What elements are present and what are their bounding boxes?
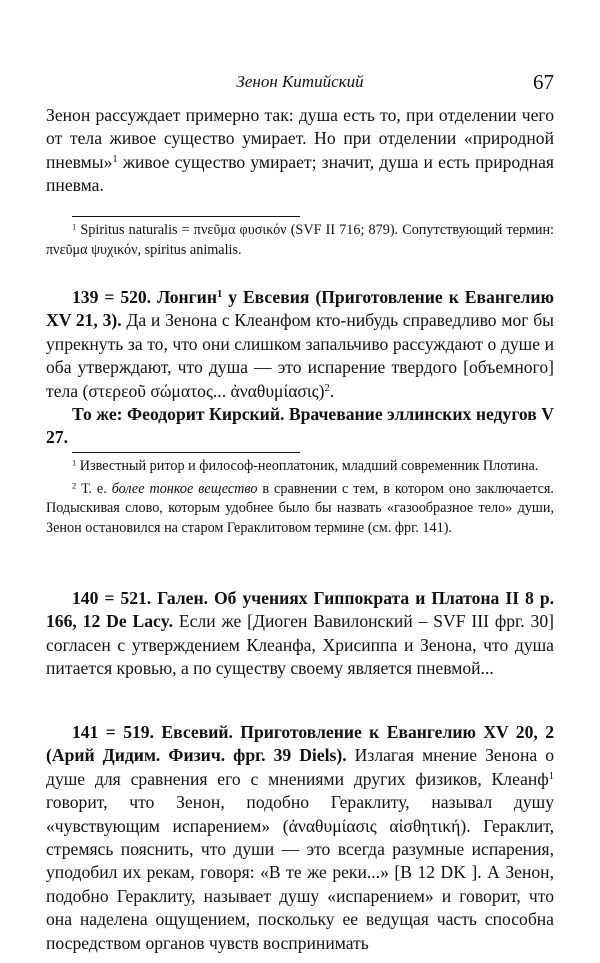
footnote-rule	[72, 216, 300, 217]
footnote-text: Известный ритор и философ-неоплатоник, младший современник Плотина.	[76, 458, 539, 474]
fragment-141: 141 = 519. Евсевий. Приготовление к Евангелию XV 20, 2 (Арий Дидим. Физич. фрг. 39 Diels). Излагая мнение Зенона о душе для сравнения его с мнениями других физиков, Клеанф$^1$ говорит, что Зенон, подобно Гераклиту, называл душу «чувствующим испарением» (ἀναθυμίασις αἰσθητική). Гераклит, стремясь пояснить, что души — это всегда разумные испарения, уподобил их рекам, говоря: «В те же реки...» [B 12 DK ]. А Зенон, подобно Гераклиту, называет душу «испарением» и говорит, что она наделена ощущением, поскольку ее ведущая часть способна посредством органов чувств воспринимать	[46, 722, 555, 953]
footnotes-block-1	[46, 216, 554, 260]
intro-text: Зенон рассуждает примерно так: душа есть то, при отделении чего от тела живое существо умирает. Но при отделении «природной пневмы»	[46, 105, 554, 172]
fragment-139: 139 = 520. Лонгин$^1$ у Евсевия (Приготовление к Евангелию XV 21, 3). Да и Зенона с Клеанфом кто-нибудь справедливо мог бы упрекнуть за то, что они слишком запальчиво рассуждают о душе и оба утверждают, что душа — это испарение твердого [объемного] тела (στερεοῦ σώματος... ἀναθυμίασις)$^2$. То же: Феодорит Кирский. Врачевание эллинских недугов V 27.	[46, 287, 554, 448]
fragment-140	[46, 587, 554, 681]
page-number: 67	[533, 70, 554, 94]
running-header	[46, 70, 554, 94]
footnote-italic: более тонкое вещество	[111, 480, 258, 497]
running-title: Зенон Китийский	[236, 72, 364, 91]
fragment-text: Если же [Диоген Вавилонский – SVF III фрг. 30] согласен с утверждением Клеанфа, Хрисиппа и Зенона, что душа питается кровью, а по существу своему является пневмой...	[46, 611, 554, 679]
footnote-ref: 1	[112, 154, 118, 166]
fragment-text: Излагая мнение Зенона о душе для сравнения его с мнениями других физиков, Клеанф	[46, 745, 555, 789]
footnotes-block-2	[46, 452, 554, 538]
fragment-heading: 139 = 520. Лонгин$^1$ у Евсевия (Приготовление к Евангелию XV 21, 3).	[46, 287, 554, 331]
footnote-ref: 1	[548, 771, 554, 783]
intro-paragraph	[46, 104, 554, 198]
footnote-mark: 1	[72, 457, 77, 468]
fragment-heading: 140 = 521. Гален. Об учениях Гиппократа и Платона II 8 p. 166, 12 De Lacy.	[46, 588, 554, 632]
footnote-mark: 2	[72, 479, 77, 490]
footnote	[46, 221, 554, 260]
fragment-heading: 141 = 519. Евсевий. Приготовление к Евангелию XV 20, 2 (Арий Дидим. Физич. фрг. 39 Diels).	[46, 722, 554, 766]
footnote-rule	[72, 452, 300, 453]
also-reference: То же: Феодорит Кирский. Врачевание эллинских недугов V 27.	[46, 404, 554, 448]
fragment-text: Да и Зенона с Клеанфом кто-нибудь справедливо мог бы упрекнуть за то, что они слишком запальчиво рассуждают о душе и оба утверждают, что душа — это испарение твердого [объемного] тела (στερεοῦ σώματος... ἀναθυμίασις)	[46, 310, 554, 401]
footnote	[46, 457, 554, 477]
footnote-text: Spiritus naturalis = πνεῦμα φυσικόν (SVF II 716; 879). Сопутствующий термин: πνεῦμα ψυχικόν, spiritus animalis.	[46, 222, 554, 258]
footnote: $^2$ Т. е. более тонкое вещество в сравнении с тем, в котором оно заключается. Подыскивая слово, которым удобнее было бы назвать «газообразное тело» души, Зенон остановился на старом Гераклитовом термине (см. фрг. 141).	[46, 479, 554, 536]
intro-text-cont: живое существо умирает; значит, душа и есть природная пневма.	[46, 151, 554, 196]
footnote-ref: 2	[324, 382, 330, 394]
footnote-mark: 1	[72, 221, 77, 232]
